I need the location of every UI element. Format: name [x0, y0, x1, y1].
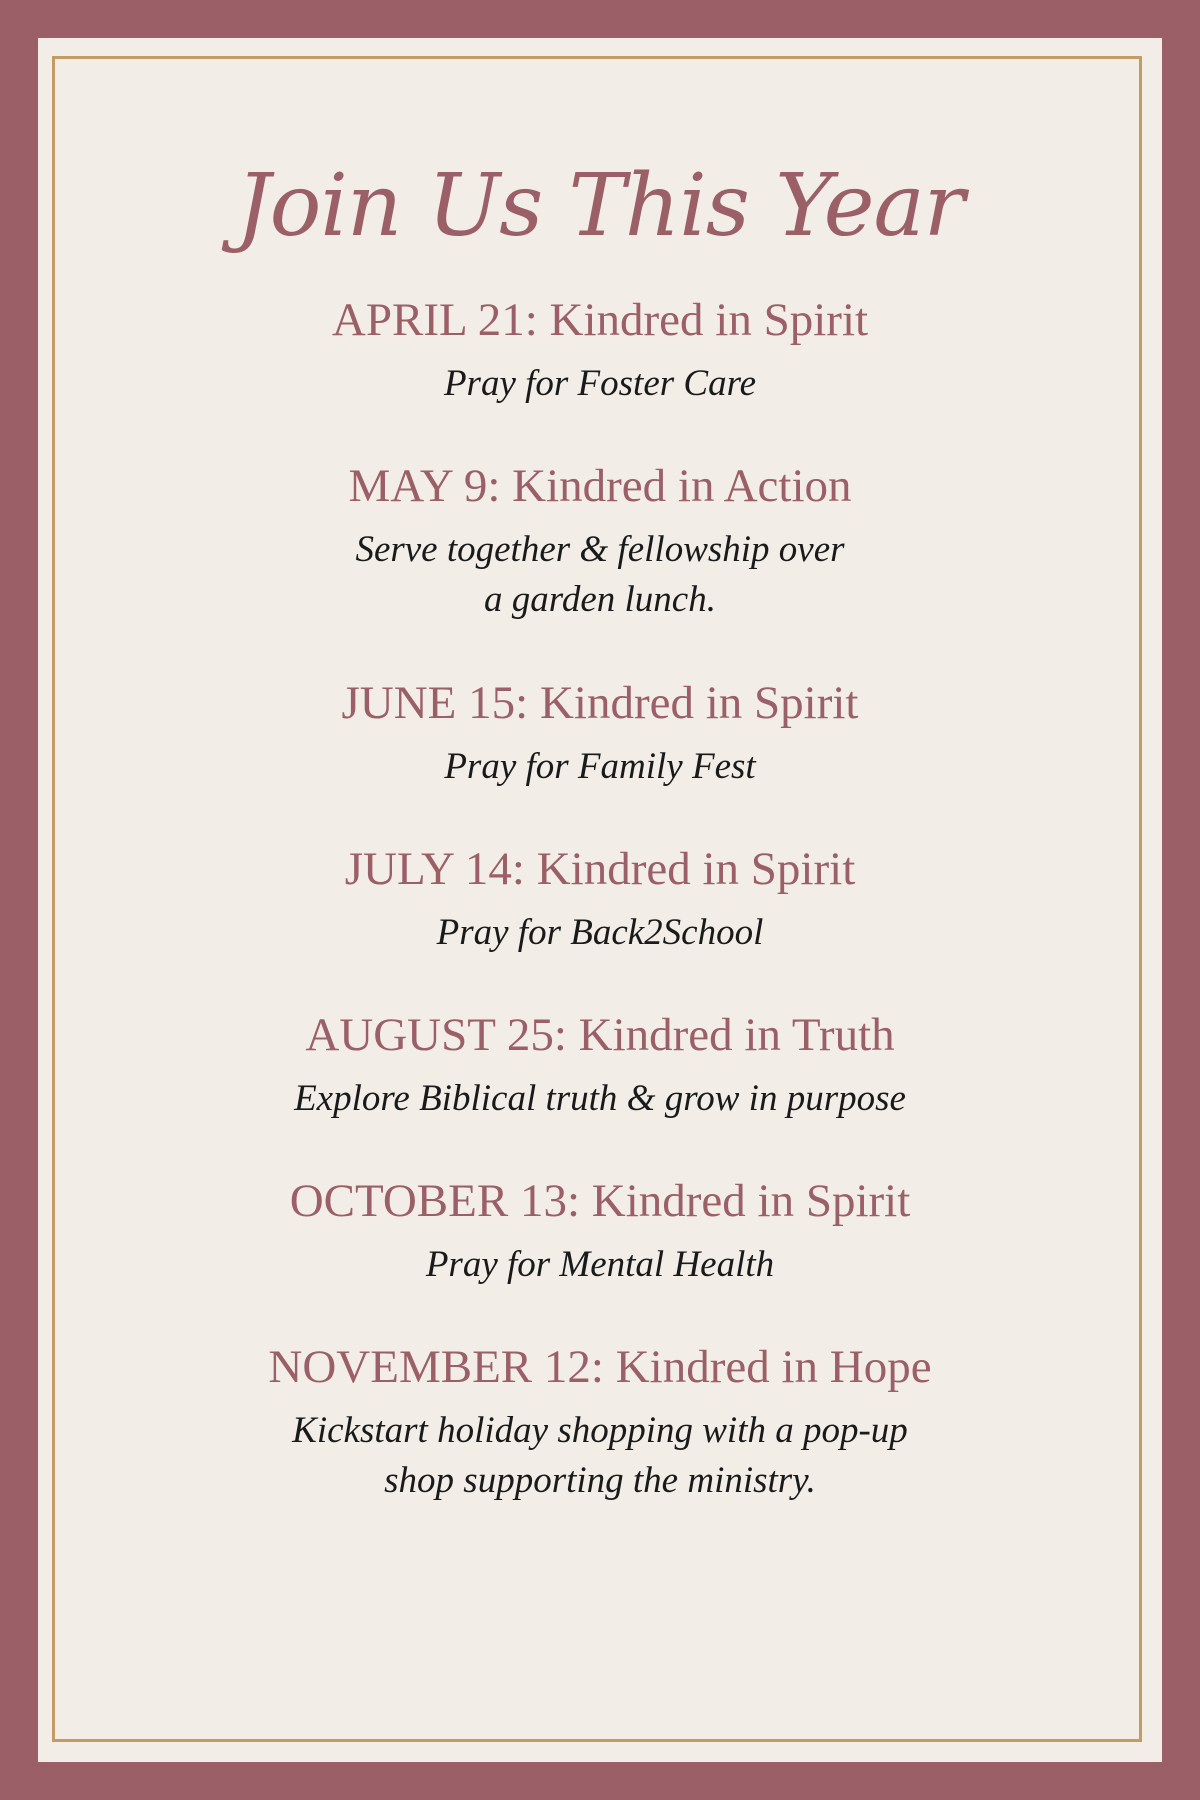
event-title: NOVEMBER 12: Kindred in Hope — [268, 1341, 932, 1393]
event-item-november — [38, 1338, 1162, 1506]
event-description-line: Serve together & fellowship over — [355, 529, 845, 570]
event-description-line: Kickstart holiday shopping with a pop-up — [292, 1410, 908, 1451]
event-item-october — [38, 1172, 1162, 1290]
event-description-line: a garden lunch. — [484, 579, 716, 620]
event-description — [38, 742, 1162, 792]
event-description-line: shop supporting the ministry. — [384, 1460, 816, 1501]
event-description — [38, 908, 1162, 958]
event-description — [38, 1240, 1162, 1290]
event-item-april — [38, 291, 1162, 409]
event-title: OCTOBER 13: Kindred in Spirit — [289, 1175, 911, 1227]
event-title: JULY 14: Kindred in Spirit — [344, 843, 856, 895]
event-item-august — [38, 1006, 1162, 1124]
flyer-content — [38, 156, 1162, 1506]
event-description-line: Pray for Back2School — [436, 912, 764, 953]
page-title: Join Us This Year — [236, 156, 964, 256]
event-title: APRIL 21: Kindred in Spirit — [331, 294, 869, 346]
event-description — [38, 359, 1162, 409]
event-list — [38, 291, 1162, 1506]
event-description-line: Explore Biblical truth & grow in purpose — [294, 1078, 906, 1119]
event-item-june — [38, 674, 1162, 792]
event-item-may — [38, 457, 1162, 625]
event-description-line: Pray for Mental Health — [425, 1244, 775, 1285]
event-description — [38, 1074, 1162, 1124]
event-description — [38, 1406, 1162, 1506]
event-description-line: Pray for Family Fest — [444, 746, 756, 787]
event-title: MAY 9: Kindred in Action — [348, 460, 852, 512]
event-item-july — [38, 840, 1162, 958]
event-title: AUGUST 25: Kindred in Truth — [305, 1009, 895, 1061]
event-description-line: Pray for Foster Care — [443, 363, 757, 404]
event-description — [38, 525, 1162, 625]
event-title: JUNE 15: Kindred in Spirit — [341, 677, 859, 729]
flyer-card — [38, 38, 1162, 1762]
